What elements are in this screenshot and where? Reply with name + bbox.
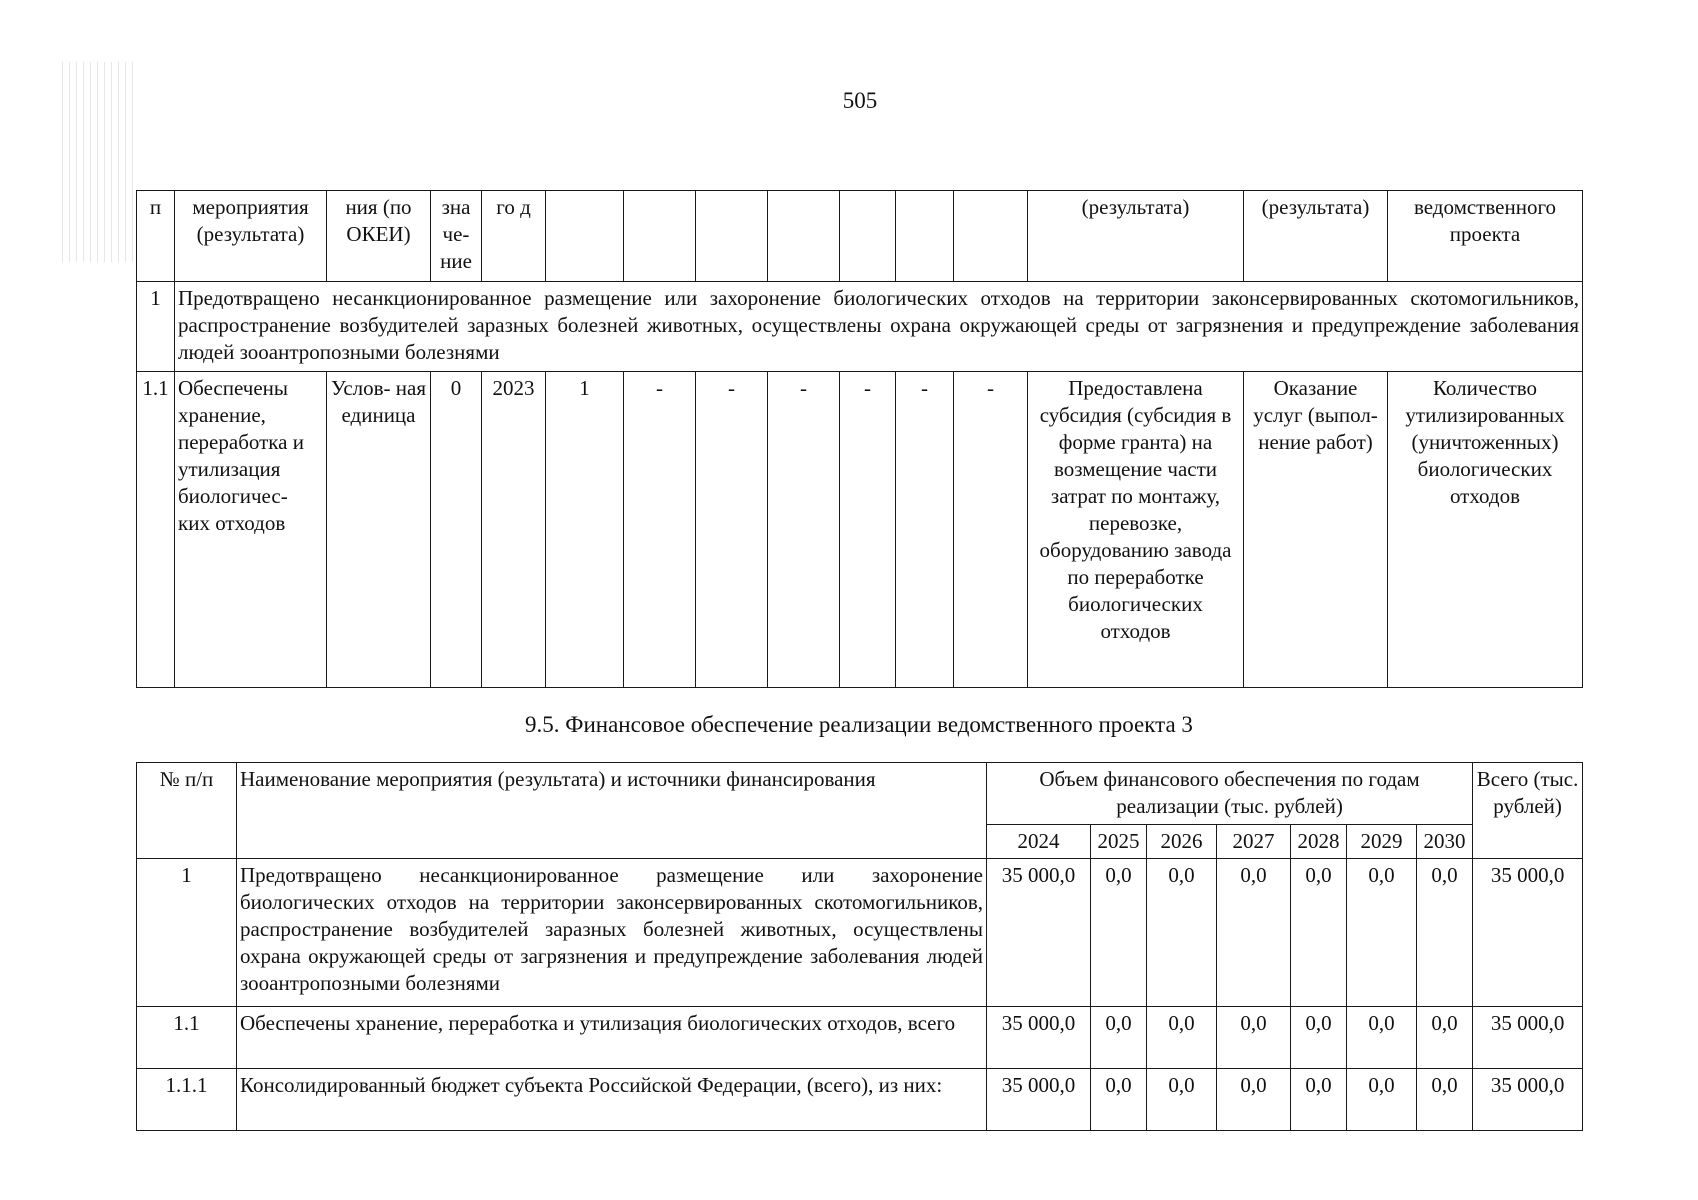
total-cell: 35 000,0 (1473, 1069, 1583, 1131)
row-name: Обеспечены хранение, переработка и утилизация биологических отходов, всего (237, 1007, 987, 1069)
data-cell: - (624, 372, 696, 688)
value-cell: 0,0 (1147, 1069, 1217, 1131)
value-cell: 0,0 (1091, 859, 1147, 1007)
value-cell: 0,0 (1217, 859, 1291, 1007)
table-row (137, 1007, 1583, 1069)
value-cell: 0,0 (1291, 1069, 1347, 1131)
header-cell: мероприятия (результата) (175, 191, 327, 282)
header-number: № п/п (137, 763, 237, 859)
result-type-cell: Предоставлена субсидия (субсидия в форме гранта) на возмещение части затрат по монтажу, перевозке, оборудованию завода по переработке биологических отходов (1028, 372, 1244, 688)
value-cell: 0,0 (1147, 1007, 1217, 1069)
total-cell: 35 000,0 (1473, 859, 1583, 1007)
header-cell (546, 191, 624, 282)
row-number: 1.1.1 (137, 1069, 237, 1131)
header-cell: зна че- ние (431, 191, 482, 282)
header-cell (696, 191, 768, 282)
year-header: 2030 (1417, 825, 1473, 859)
data-cell: - (768, 372, 840, 688)
value-cell: 0,0 (1417, 1007, 1473, 1069)
value-cell: 0,0 (1347, 859, 1417, 1007)
value-cell: 0,0 (1217, 1007, 1291, 1069)
header-volume: Объем финансового обеспечения по годам реализации (тыс. рублей) (987, 763, 1473, 825)
header-cell (896, 191, 954, 282)
header-cell: ния (по ОКЕИ) (327, 191, 431, 282)
value-cell: 0,0 (1091, 1069, 1147, 1131)
header-cell (768, 191, 840, 282)
table-row (137, 282, 1583, 372)
year-header: 2025 (1091, 825, 1147, 859)
page-number: 505 (842, 88, 878, 113)
table-row (137, 372, 1583, 688)
table-header-row (137, 191, 1583, 282)
value-cell: 0,0 (1217, 1069, 1291, 1131)
scan-artifact (62, 62, 134, 262)
header-cell: (результата) (1028, 191, 1244, 282)
value-cell: 0,0 (1091, 1007, 1147, 1069)
section-title: 9.5. Финансовое обеспечение реализации ведомственного проекта 3 (525, 712, 1193, 737)
financing-table (136, 762, 1583, 1131)
unit-cell: Услов- ная единица (327, 372, 431, 688)
row-number: 1 (137, 859, 237, 1007)
row-number: 1 (137, 282, 175, 372)
service-cell: Оказание услуг (выпол- нение работ) (1244, 372, 1388, 688)
data-cell: - (840, 372, 896, 688)
total-cell: 35 000,0 (1473, 1007, 1583, 1069)
table-row (137, 1069, 1583, 1131)
value-cell: 0,0 (1417, 859, 1473, 1007)
row-number: 1.1 (137, 372, 175, 688)
value-cell: 0,0 (1347, 1069, 1417, 1131)
value-cell: 0,0 (1291, 859, 1347, 1007)
indicator-cell: Количество утилизированных (уничтоженных) биологических отходов (1388, 372, 1583, 688)
header-name: Наименование мероприятия (результата) и источники финансирования (237, 763, 987, 859)
year-header: 2028 (1291, 825, 1347, 859)
event-name: Обеспечены хранение, переработка и утилизация биологичес- ких отходов (175, 372, 327, 688)
year-header: 2024 (987, 825, 1091, 859)
value-cell: 0,0 (1347, 1007, 1417, 1069)
year-header: 2026 (1147, 825, 1217, 859)
value-cell: 0,0 (1147, 859, 1217, 1007)
data-cell: - (696, 372, 768, 688)
table-header-row (137, 763, 1583, 825)
header-cell: (результата) (1244, 191, 1388, 282)
header-total: Всего (тыс. рублей) (1473, 763, 1583, 859)
value-cell: 0 (431, 372, 482, 688)
header-cell: п (137, 191, 175, 282)
table-row (137, 859, 1583, 1007)
data-cell: - (896, 372, 954, 688)
header-cell (840, 191, 896, 282)
row-number: 1.1 (137, 1007, 237, 1069)
header-cell: ведомственного проекта (1388, 191, 1583, 282)
year-cell: 2023 (482, 372, 546, 688)
header-cell (954, 191, 1028, 282)
value-cell: 0,0 (1291, 1007, 1347, 1069)
data-cell: - (954, 372, 1028, 688)
result-description: Предотвращено несанкционированное размещение или захоронение биологических отходов на территории законсервированных скотомогильников, распространение возбудителей заразных болезней животных, осуществлены охрана окружающей среды от загрязнения и предупреждение заболевания людей зооантропозными болезнями (175, 282, 1583, 372)
data-cell: 1 (546, 372, 624, 688)
value-cell: 0,0 (1417, 1069, 1473, 1131)
row-name: Предотвращено несанкционированное размещение или захоронение биологических отходов на территории законсервированных скотомогильников, распространение возбудителей заразных болезней животных, осуществлены охрана окружающей среды от загрязнения и предупреждение заболевания людей зооантропозными болезнями (237, 859, 987, 1007)
indicators-table (136, 190, 1583, 688)
value-cell: 35 000,0 (987, 1069, 1091, 1131)
row-name: Консолидированный бюджет субъекта Российской Федерации, (всего), из них: (237, 1069, 987, 1131)
value-cell: 35 000,0 (987, 1007, 1091, 1069)
value-cell: 35 000,0 (987, 859, 1091, 1007)
year-header: 2027 (1217, 825, 1291, 859)
header-cell: го д (482, 191, 546, 282)
year-header: 2029 (1347, 825, 1417, 859)
header-cell (624, 191, 696, 282)
